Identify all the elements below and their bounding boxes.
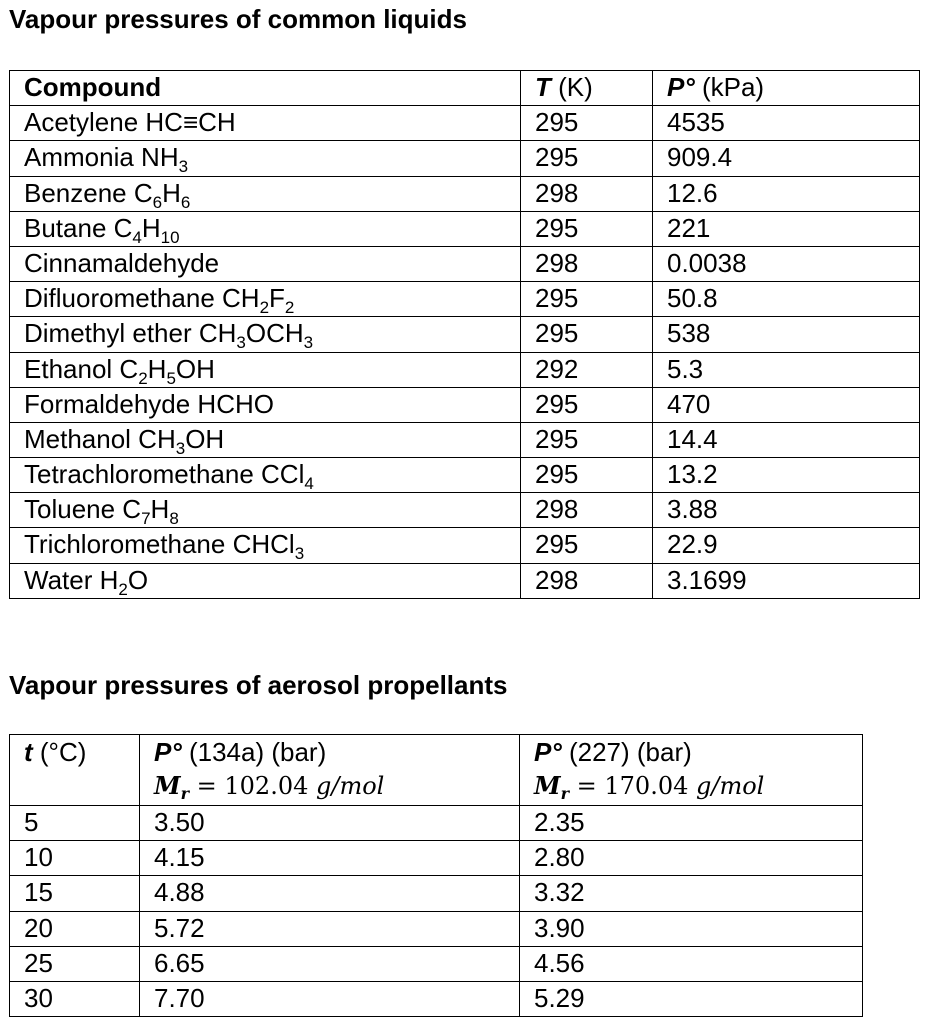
pressure-cell: 538 <box>653 317 920 352</box>
p134a-cell: 6.65 <box>140 946 520 981</box>
compound-cell <box>10 317 521 352</box>
table-row <box>10 352 920 387</box>
temperature-cell: 295 <box>521 528 653 563</box>
celsius-cell: 15 <box>10 876 140 911</box>
pressure-cell: 5.3 <box>653 352 920 387</box>
table-row <box>10 387 920 422</box>
temperature-cell: 295 <box>521 282 653 317</box>
pressure-cell: 470 <box>653 387 920 422</box>
compound-text: Benzene C <box>24 177 153 208</box>
compound-text: O <box>127 564 149 595</box>
formula-subscript: 2 <box>118 579 128 599</box>
mr227-value: = 170.04 <box>569 772 696 800</box>
temperature-unit: (K) <box>550 72 593 102</box>
p134a-header <box>140 735 520 806</box>
p227-cell: 5.29 <box>520 981 863 1016</box>
table-row <box>10 211 920 246</box>
table-row <box>10 141 920 176</box>
mr227-unit: g/mol <box>696 772 765 800</box>
celsius-cell: 20 <box>10 911 140 946</box>
formula-subscript: 5 <box>166 368 176 388</box>
temperature-cell: 298 <box>521 176 653 211</box>
temperature-cell: 295 <box>521 317 653 352</box>
compound-text: Acetylene HC≡CH <box>24 107 236 138</box>
compound-cell <box>10 211 521 246</box>
temperature-cell: 295 <box>521 422 653 457</box>
formula-subscript: 2 <box>284 298 295 317</box>
compound-text: Methanol CH <box>24 423 176 454</box>
pressure-header <box>653 71 920 106</box>
table-row <box>10 317 920 352</box>
formula-subscript: 10 <box>160 227 180 247</box>
compound-header: Compound <box>10 71 521 106</box>
pressure-symbol: P° <box>667 72 695 102</box>
pressure-cell: 14.4 <box>653 422 920 457</box>
celsius-symbol: t <box>24 737 33 767</box>
p134a-cell: 3.50 <box>140 806 520 841</box>
pressure-cell: 0.0038 <box>653 246 920 281</box>
formula-subscript: 7 <box>141 509 151 528</box>
compound-text: Tetrachloromethane CCl <box>24 459 305 490</box>
compound-text: H <box>141 212 161 243</box>
compound-text: Ammonia NH <box>24 142 179 173</box>
common-liquids-title: Vapour pressures of common liquids <box>9 4 467 34</box>
table-row <box>10 876 863 911</box>
aerosol-propellants-body <box>10 806 863 1017</box>
table-row <box>10 911 863 946</box>
pressure-cell: 50.8 <box>653 282 920 317</box>
common-liquids-body <box>10 106 920 599</box>
molar-mass-227 <box>534 769 862 803</box>
compound-cell <box>10 176 521 211</box>
table-row <box>10 422 920 457</box>
compound-cell <box>10 141 521 176</box>
molar-mass-134a <box>154 769 519 803</box>
celsius-unit: (°C) <box>32 737 87 767</box>
p227-cell: 2.35 <box>520 806 863 841</box>
celsius-header <box>10 735 140 806</box>
formula-subscript: 6 <box>180 192 191 212</box>
p134a-cell: 7.70 <box>140 981 520 1016</box>
temperature-header <box>521 71 653 106</box>
formula-subscript: 3 <box>178 157 189 177</box>
p134a-symbol: P° <box>154 737 182 767</box>
table-header-row <box>10 71 920 106</box>
compound-text: Trichloromethane CHCl <box>24 529 295 560</box>
compound-cell <box>10 106 521 141</box>
mr134-value: = 102.04 <box>189 772 316 800</box>
temperature-cell: 298 <box>521 246 653 281</box>
compound-text: OH <box>175 353 215 384</box>
celsius-cell: 30 <box>10 981 140 1016</box>
table-header-row <box>10 735 863 806</box>
common-liquids-table <box>9 70 920 599</box>
table-row <box>10 563 920 598</box>
compound-cell <box>10 458 521 493</box>
temperature-cell: 298 <box>521 563 653 598</box>
pressure-cell: 4535 <box>653 106 920 141</box>
compound-text: H <box>147 353 167 384</box>
compound-cell <box>10 422 521 457</box>
p227-header <box>520 735 863 806</box>
formula-subscript: 3 <box>175 438 186 458</box>
table-row <box>10 458 920 493</box>
compound-text: Ethanol C <box>24 353 139 384</box>
temperature-cell: 298 <box>521 493 653 528</box>
compound-text: Water H <box>24 564 119 595</box>
compound-text: Dimethyl ether CH <box>24 318 237 349</box>
pressure-cell: 22.9 <box>653 528 920 563</box>
compound-cell <box>10 528 521 563</box>
p134a-cell: 5.72 <box>140 911 520 946</box>
compound-text: OCH <box>245 318 304 349</box>
table-row <box>10 841 863 876</box>
mr-symbol: M <box>154 771 181 800</box>
compound-text: OH <box>185 423 225 454</box>
table-row <box>10 806 863 841</box>
p134a-cell: 4.88 <box>140 876 520 911</box>
aerosol-propellants-title: Vapour pressures of aerosol propellants <box>9 670 508 700</box>
pressure-cell: 3.1699 <box>653 563 920 598</box>
temperature-symbol: T <box>535 72 551 102</box>
temperature-cell: 295 <box>521 106 653 141</box>
p227-cell: 4.56 <box>520 946 863 981</box>
pressure-cell: 13.2 <box>653 458 920 493</box>
compound-text: Difluoromethane CH <box>24 283 260 314</box>
pressure-cell: 909.4 <box>653 141 920 176</box>
formula-subscript: 2 <box>259 298 270 317</box>
compound-text: Formaldehyde HCHO <box>24 388 274 419</box>
pressure-unit: (kPa) <box>694 72 765 102</box>
p227-unit: (227) (bar) <box>561 737 692 767</box>
formula-subscript: 4 <box>132 227 142 247</box>
table-row <box>10 106 920 141</box>
formula-subscript: 3 <box>303 333 314 352</box>
formula-subscript: 4 <box>304 474 314 493</box>
temperature-cell: 295 <box>521 141 653 176</box>
compound-cell <box>10 387 521 422</box>
p227-cell: 3.32 <box>520 876 863 911</box>
mr134-unit: g/mol <box>316 772 385 800</box>
compound-text: H <box>150 494 170 525</box>
compound-text: Cinnamaldehyde <box>24 247 220 278</box>
formula-subscript: 3 <box>236 333 246 352</box>
formula-subscript: 8 <box>169 509 179 528</box>
celsius-cell: 10 <box>10 841 140 876</box>
table-row <box>10 493 920 528</box>
temperature-cell: 295 <box>521 387 653 422</box>
compound-cell <box>10 493 521 528</box>
compound-text: F <box>269 283 285 314</box>
pressure-cell: 221 <box>653 211 920 246</box>
table-row <box>10 981 863 1016</box>
temperature-cell: 295 <box>521 211 653 246</box>
temperature-cell: 292 <box>521 352 653 387</box>
aerosol-propellants-table <box>9 734 863 1017</box>
mr-subscript: r <box>560 784 570 803</box>
formula-subscript: 2 <box>138 368 148 388</box>
formula-subscript: 6 <box>152 192 163 212</box>
compound-cell <box>10 563 521 598</box>
p227-cell: 3.90 <box>520 911 863 946</box>
pressure-cell: 12.6 <box>653 176 920 211</box>
compound-text: H <box>162 177 181 208</box>
temperature-cell: 295 <box>521 458 653 493</box>
compound-text: Toluene C <box>24 494 142 525</box>
celsius-cell: 25 <box>10 946 140 981</box>
p134a-unit: (134a) (bar) <box>181 737 327 767</box>
pressure-cell: 3.88 <box>653 493 920 528</box>
p227-cell: 2.80 <box>520 841 863 876</box>
compound-cell <box>10 352 521 387</box>
compound-cell <box>10 282 521 317</box>
table-row <box>10 528 920 563</box>
mr-subscript: r <box>180 784 190 803</box>
formula-subscript: 3 <box>294 544 305 564</box>
table-row <box>10 282 920 317</box>
table-row <box>10 246 920 281</box>
table-row <box>10 946 863 981</box>
compound-text: Butane C <box>24 212 133 243</box>
compound-cell <box>10 246 521 281</box>
celsius-cell: 5 <box>10 806 140 841</box>
mr-symbol: M <box>534 771 561 800</box>
table-row <box>10 176 920 211</box>
p227-symbol: P° <box>534 737 562 767</box>
p134a-cell: 4.15 <box>140 841 520 876</box>
